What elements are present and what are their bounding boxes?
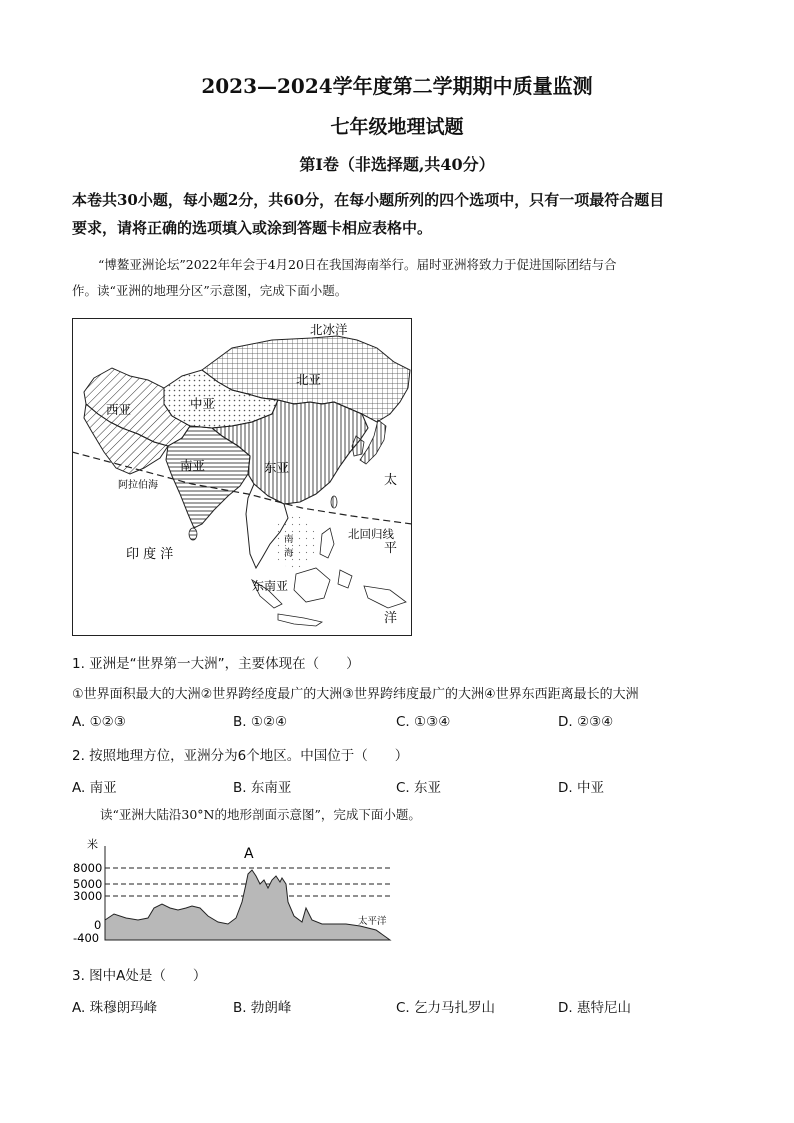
label-north-asia: 北亚 <box>296 372 322 387</box>
asia-regions-map <box>72 318 412 636</box>
question-3-option-d[interactable]: D. 惠特尼山 <box>558 1000 631 1016</box>
label-pacific-2: 平 <box>384 541 398 556</box>
label-west-asia: 西亚 <box>106 402 132 417</box>
label-south-sea-2: 海 <box>284 548 294 559</box>
reading-2-line-1: 读“亚洲大陆沿30°N的地形剖面示意图”，完成下面小题。 <box>100 807 421 822</box>
question-3-stem: 3. 图中A处是（ ） <box>72 968 207 984</box>
question-2-option-c[interactable]: C. 东亚 <box>396 780 442 796</box>
question-1-statements: ①世界面积最大的大洲②世界跨经度最广的大洲③世界跨纬度最广的大洲④世界东西距离最长的大洲 <box>72 687 639 702</box>
question-1-option-b[interactable]: B. ①②④ <box>233 714 288 730</box>
profile-pacific-label: 太平洋 <box>358 916 387 927</box>
profile-tick-3000: 3000 <box>73 889 103 903</box>
label-pacific-3: 洋 <box>384 611 398 626</box>
label-indian-ocean: 印 度 洋 <box>126 547 174 562</box>
question-2-option-a[interactable]: A. 南亚 <box>72 780 117 796</box>
instructions-line-1: 本卷共30小题，每小题2分，共60分，在每小题所列的四个选项中，只有一项最符合题目 <box>72 191 665 209</box>
question-3-option-a[interactable]: A. 珠穆朗玛峰 <box>72 1000 158 1016</box>
reading-1-line-1: “博鳌亚洲论坛”2022年年会于4月20日在我国海南举行。届时亚洲将致力于促进国际团结与合 <box>98 257 617 272</box>
label-southeast-asia: 东南亚 <box>252 579 289 593</box>
profile-peak-a-label: A <box>244 846 254 862</box>
profile-tick-0: 0 <box>94 918 102 932</box>
label-east-asia: 东亚 <box>264 460 290 475</box>
question-3-option-b[interactable]: B. 勃朗峰 <box>233 1000 292 1016</box>
taiwan-island <box>331 496 337 508</box>
question-1-option-a[interactable]: A. ①②③ <box>72 714 126 730</box>
label-south-asia: 南亚 <box>180 458 206 473</box>
profile-tick-minus-400: -400 <box>73 931 100 945</box>
profile-tick-8000: 8000 <box>73 861 103 875</box>
profile-tick-5000: 5000 <box>73 877 103 891</box>
reading-1-line-2: 作。读“亚洲的地理分区”示意图，完成下面小题。 <box>72 283 348 298</box>
label-arabian-sea: 阿拉伯海 <box>118 480 158 491</box>
label-pacific-1: 太 <box>384 473 398 488</box>
south-china-sea <box>272 516 316 568</box>
exam-subtitle: 七年级地理试题 <box>330 116 464 138</box>
question-1-stem: 1. 亚洲是“世界第一大洲”，主要体现在（ ） <box>72 656 360 672</box>
label-south-sea-1: 南 <box>284 534 294 545</box>
section-title: 第Ⅰ卷（非选择题,共40分） <box>299 155 495 174</box>
label-central-asia: 中亚 <box>190 396 216 411</box>
terrain-profile-chart <box>72 836 396 946</box>
label-arctic-ocean: 北冰洋 <box>310 322 348 337</box>
question-1-option-c[interactable]: C. ①③④ <box>396 714 451 730</box>
sri-lanka-island <box>189 528 197 540</box>
question-2-stem: 2. 按照地理方位，亚洲分为6个地区。中国位于（ ） <box>72 748 409 764</box>
exam-title: 2023—2024学年度第二学期期中质量监测 <box>201 74 593 98</box>
question-2-option-d[interactable]: D. 中亚 <box>558 780 604 796</box>
question-1-option-d[interactable]: D. ②③④ <box>558 714 614 730</box>
label-tropic-of-cancer: 北回归线 <box>348 527 394 541</box>
question-2-option-b[interactable]: B. 东南亚 <box>233 780 292 796</box>
profile-unit-label: 米 <box>87 838 98 851</box>
question-3-option-c[interactable]: C. 乞力马扎罗山 <box>396 1000 496 1016</box>
instructions-line-2: 要求，请将正确的选项填入或涂到答题卡相应表格中。 <box>72 219 433 237</box>
profile-terrain <box>105 870 390 940</box>
